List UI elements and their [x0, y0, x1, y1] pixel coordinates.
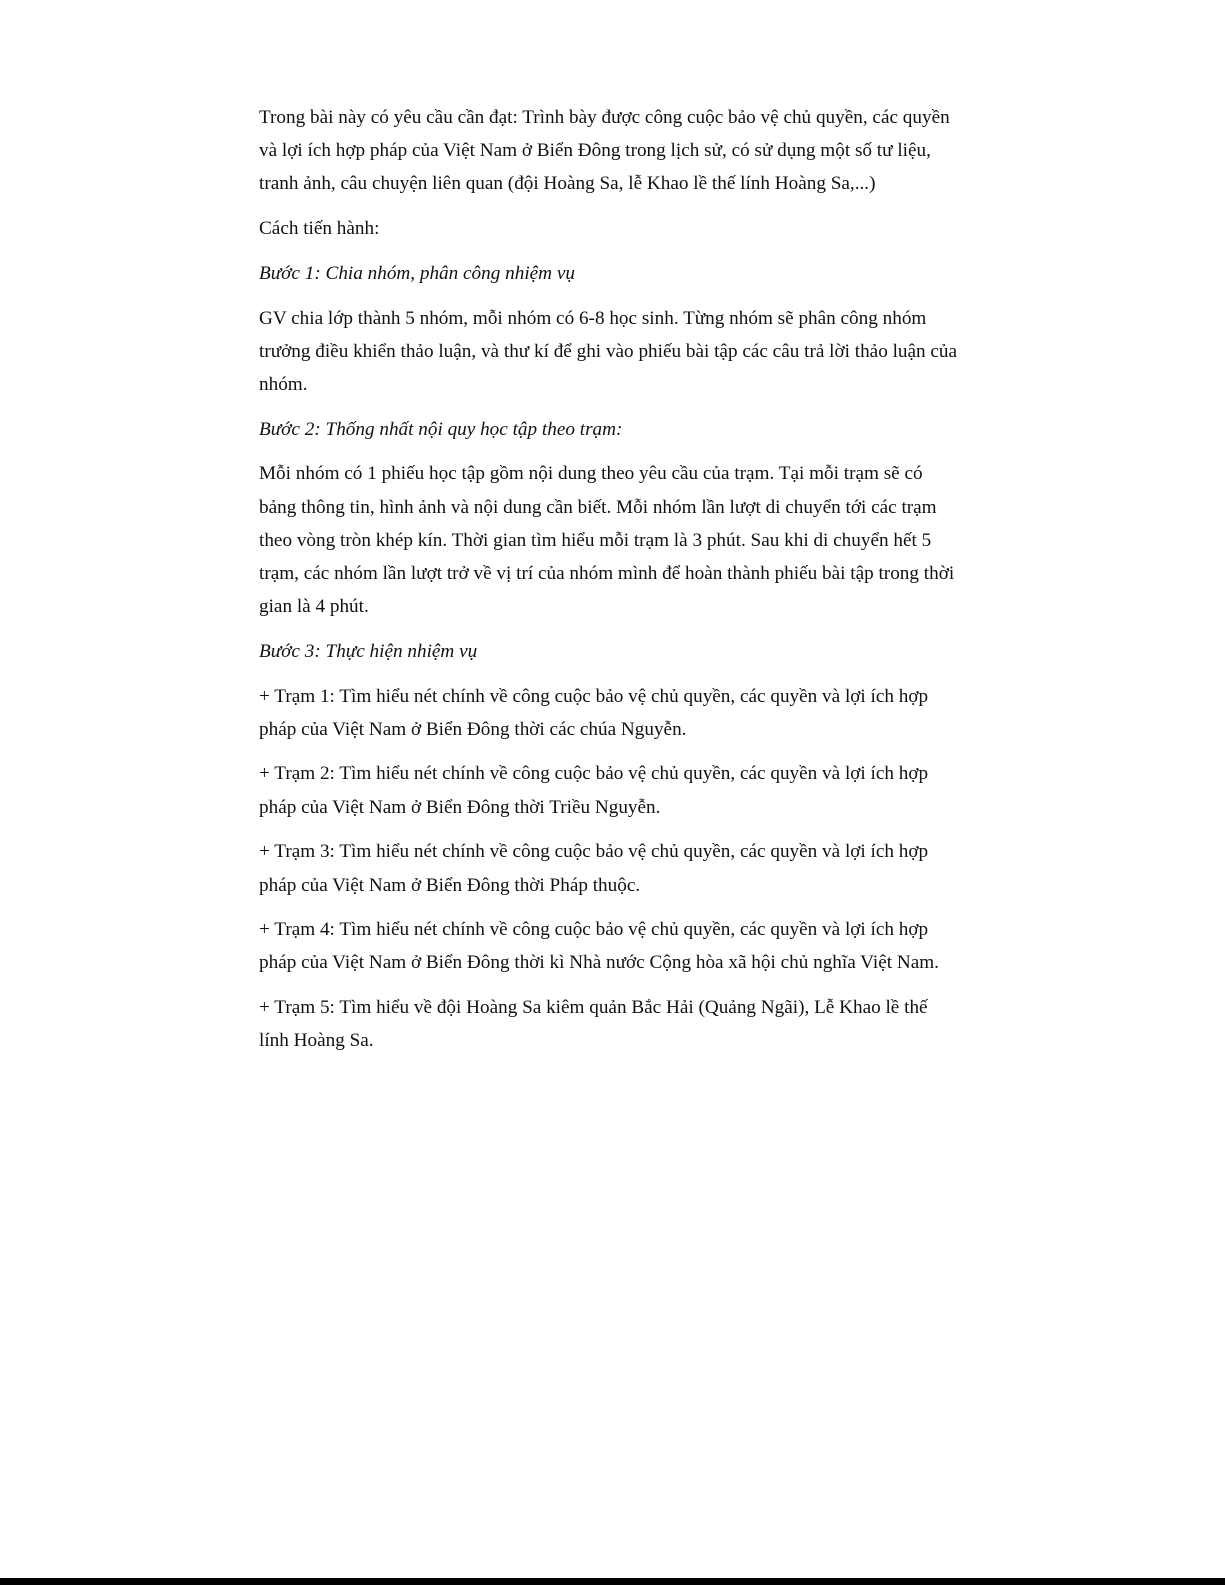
step-2-paragraph: Mỗi nhóm có 1 phiếu học tập gồm nội dung theo yêu cầu của trạm. Tại mỗi trạm sẽ có bảng thông tin, hình ảnh và nội dung cần biết. Mỗi nhóm lần lượt di chuyển tới các trạm theo vòng tròn khép kín. Thời gian tìm hiểu mỗi trạm là 3 phút. Sau khi di chuyển hết 5 trạm, các nhóm lần lượt trở về vị trí của nhóm mình để hoàn thành phiếu bài tập trong thời gian là 4 phút.	[259, 463, 955, 618]
station-4-item: + Trạm 4: Tìm hiểu nét chính về công cuộc bảo vệ chủ quyền, các quyền và lợi ích hợp pháp của Việt Nam ở Biển Đông thời kì Nhà nước Cộng hòa xã hội chủ nghĩa Việt Nam.	[259, 919, 939, 974]
station-3-item: + Trạm 3: Tìm hiểu nét chính về công cuộc bảo vệ chủ quyền, các quyền và lợi ích hợp pháp của Việt Nam ở Biển Đông thời Pháp thuộc.	[259, 841, 929, 896]
step-1-paragraph: GV chia lớp thành 5 nhóm, mỗi nhóm có 6-8 học sinh. Từng nhóm sẽ phân công nhóm trưởng điều khiển thảo luận, và thư kí để ghi vào phiếu bài tập các câu trả lời thảo luận của nhóm.	[259, 307, 958, 395]
station-1-item: + Trạm 1: Tìm hiểu nét chính về công cuộc bảo vệ chủ quyền, các quyền và lợi ích hợp pháp của Việt Nam ở Biển Đông thời các chúa Nguyễn.	[259, 685, 929, 740]
step-2-heading: Bước 2: Thống nhất nội quy học tập theo trạm:	[259, 418, 623, 440]
document-body	[259, 101, 959, 1069]
procedure-heading: Cách tiến hành:	[259, 218, 380, 240]
step-1-heading: Bước 1: Chia nhóm, phân công nhiệm vụ	[259, 262, 575, 284]
intro-paragraph: Trong bài này có yêu cầu cần đạt: Trình bày được công cuộc bảo vệ chủ quyền, các quyền và lợi ích hợp pháp của Việt Nam ở Biển Đông trong lịch sử, có sử dụng một số tư liệu, tranh ảnh, câu chuyện liên quan (đội Hoàng Sa, lễ Khao lề thế lính Hoàng Sa,...)	[259, 107, 950, 195]
step-3-heading: Bước 3: Thực hiện nhiệm vụ	[259, 640, 478, 662]
station-5-item: + Trạm 5: Tìm hiểu về đội Hoàng Sa kiêm quản Bắc Hải (Quảng Ngãi), Lễ Khao lề thế lính Hoàng Sa.	[259, 997, 928, 1052]
page-bottom-border	[0, 1578, 1225, 1585]
station-2-item: + Trạm 2: Tìm hiểu nét chính về công cuộc bảo vệ chủ quyền, các quyền và lợi ích hợp pháp của Việt Nam ở Biển Đông thời Triều Nguyễn.	[259, 763, 929, 818]
